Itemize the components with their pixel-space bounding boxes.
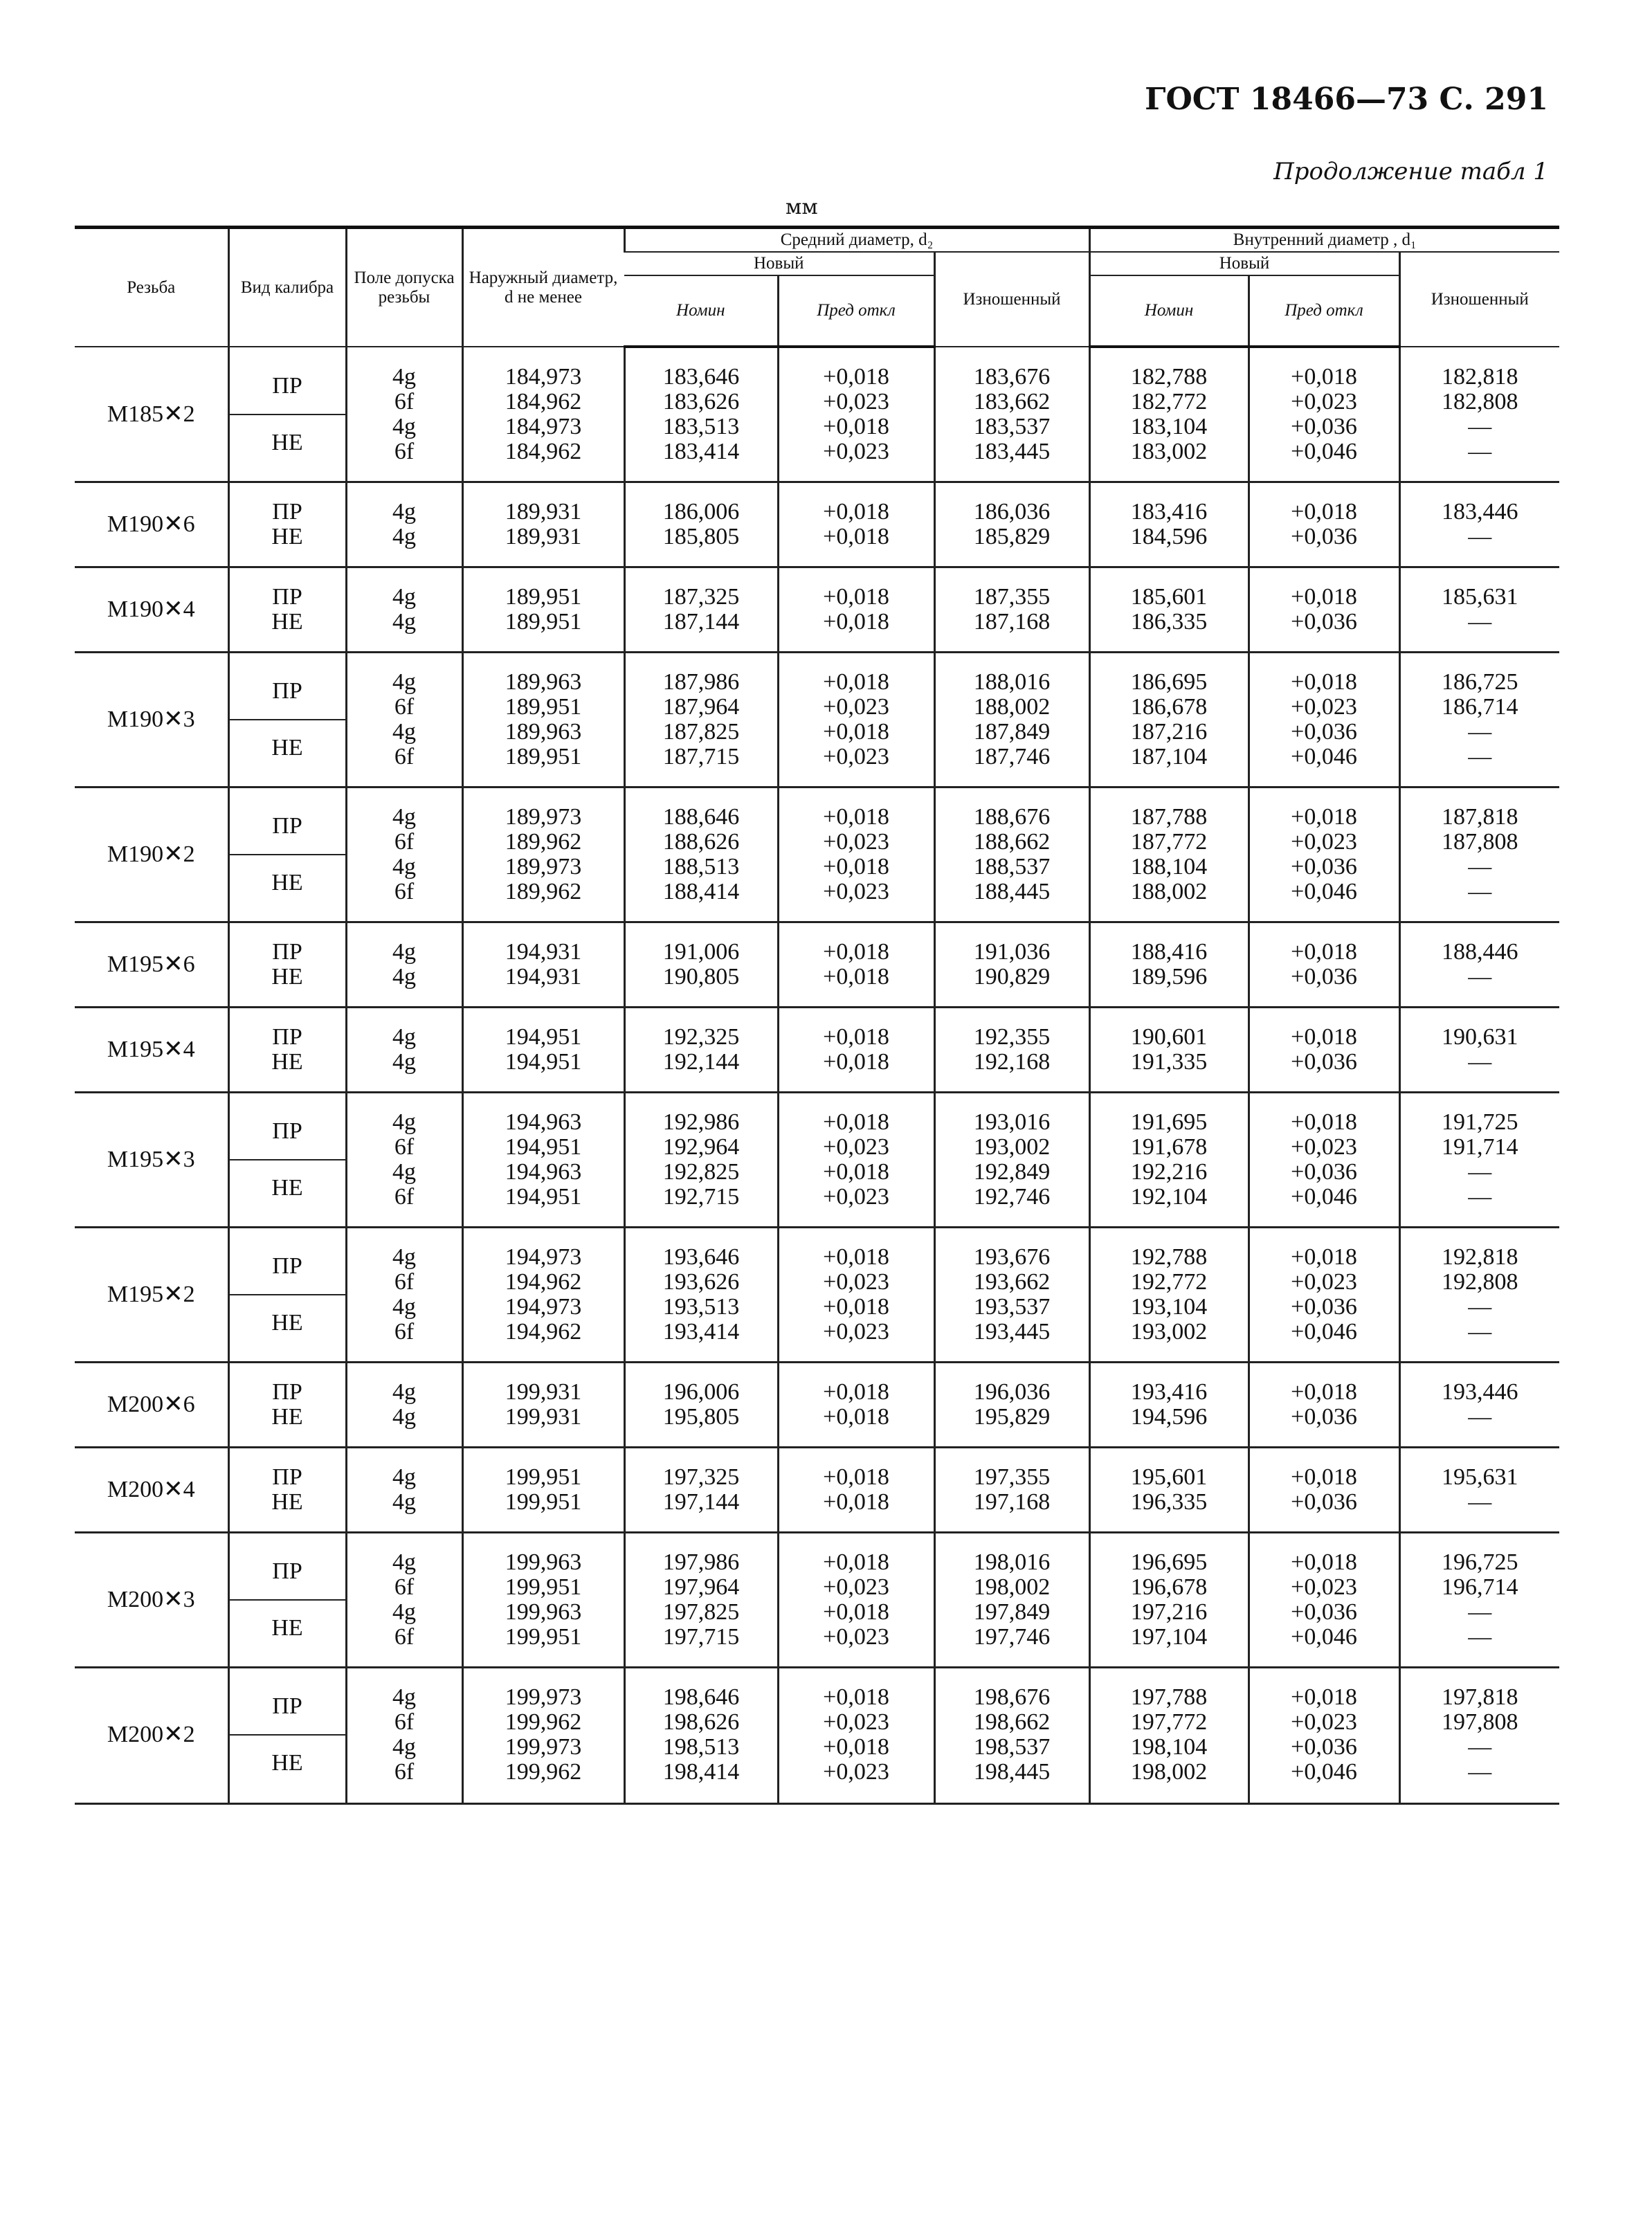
gauge-labels: ПР НЕ bbox=[271, 939, 303, 990]
inner-worn-cell: 185,631 — bbox=[1399, 567, 1559, 653]
pitch-nominal-cell: 197,986 197,964 197,825 197,715 bbox=[624, 1533, 778, 1668]
tolerance-cell: 4g 6f 4g 6f bbox=[346, 1668, 462, 1804]
col-outer-diameter-header: Наружный диаметр, d не менее bbox=[462, 228, 624, 347]
outer-diameter-cell: 194,973 194,962 194,973 194,962 bbox=[462, 1228, 624, 1363]
table-continuation-label: Продолжение табл 1 bbox=[1273, 158, 1548, 185]
gauge-type-cell bbox=[228, 347, 346, 482]
inner-nominal-cell: 192,788 192,772 193,104 193,002 bbox=[1089, 1228, 1249, 1363]
table-row bbox=[75, 787, 1559, 922]
tolerance-cell: 4g 4g bbox=[346, 1363, 462, 1448]
inner-deviation-header: Пред откл bbox=[1249, 275, 1399, 347]
pitch-deviation-cell: +0,018 +0,018 bbox=[778, 567, 934, 653]
outer-diameter-cell: 194,931 194,931 bbox=[462, 922, 624, 1008]
outer-diameter-cell: 189,963 189,951 189,963 189,951 bbox=[462, 653, 624, 787]
pitch-deviation-cell: +0,018 +0,023 +0,018 +0,023 bbox=[778, 787, 934, 922]
pitch-worn-cell: 198,016 198,002 197,849 197,746 bbox=[934, 1533, 1089, 1668]
pitch-nominal-cell: 193,646 193,626 193,513 193,414 bbox=[624, 1228, 778, 1363]
gauge-type-cell bbox=[228, 567, 346, 653]
table-body bbox=[75, 347, 1559, 1804]
tolerance-cell: 4g 6f 4g 6f bbox=[346, 653, 462, 787]
gauge-type-cell bbox=[228, 482, 346, 567]
pitch-worn-header: Изношенный bbox=[934, 252, 1089, 347]
thread-cell: М195✕4 bbox=[75, 1008, 228, 1093]
inner-worn-cell: 183,446 — bbox=[1399, 482, 1559, 567]
thread-cell: М190✕3 bbox=[75, 653, 228, 787]
inner-deviation-cell: +0,018 +0,023 +0,036 +0,046 bbox=[1249, 1533, 1399, 1668]
gauge-nogo-label: НЕ bbox=[271, 870, 303, 895]
table-header bbox=[75, 228, 1559, 347]
thread-cell: М190✕6 bbox=[75, 482, 228, 567]
pitch-worn-cell: 196,036 195,829 bbox=[934, 1363, 1089, 1448]
thread-cell: М195✕3 bbox=[75, 1093, 228, 1228]
gauge-nogo-label: НЕ bbox=[271, 1615, 303, 1641]
pitch-worn-cell: 193,676 193,662 193,537 193,445 bbox=[934, 1228, 1089, 1363]
gauge-go-label: ПР bbox=[230, 1254, 345, 1295]
outer-diameter-cell: 184,973 184,962 184,973 184,962 bbox=[462, 347, 624, 482]
gauge-go-label: ПР bbox=[230, 814, 345, 855]
table-row bbox=[75, 1093, 1559, 1228]
pitch-nominal-cell: 187,986 187,964 187,825 187,715 bbox=[624, 653, 778, 787]
pitch-worn-cell: 188,016 188,002 187,849 187,746 bbox=[934, 653, 1089, 787]
tolerance-cell: 4g 6f 4g 6f bbox=[346, 347, 462, 482]
gauge-nogo-label: НЕ bbox=[271, 735, 303, 761]
inner-deviation-cell: +0,018 +0,023 +0,036 +0,046 bbox=[1249, 1668, 1399, 1804]
pitch-deviation-cell: +0,018 +0,023 +0,018 +0,023 bbox=[778, 653, 934, 787]
pitch-worn-cell: 188,676 188,662 188,537 188,445 bbox=[934, 787, 1089, 922]
inner-worn-cell: 192,818 192,808 — — bbox=[1399, 1228, 1559, 1363]
gauge-type-cell bbox=[228, 1363, 346, 1448]
inner-nominal-cell: 196,695 196,678 197,216 197,104 bbox=[1089, 1533, 1249, 1668]
pitch-nominal-cell: 191,006 190,805 bbox=[624, 922, 778, 1008]
gauge-type-cell bbox=[228, 922, 346, 1008]
inner-worn-cell: 196,725 196,714 — — bbox=[1399, 1533, 1559, 1668]
inner-nominal-cell: 186,695 186,678 187,216 187,104 bbox=[1089, 653, 1249, 787]
inner-nominal-cell: 197,788 197,772 198,104 198,002 bbox=[1089, 1668, 1249, 1804]
table-row bbox=[75, 1363, 1559, 1448]
inner-nominal-cell: 193,416 194,596 bbox=[1089, 1363, 1249, 1448]
col-pitch-diameter-header: Средний диаметр, d₂ bbox=[624, 228, 1089, 253]
inner-deviation-cell: +0,018 +0,023 +0,036 +0,046 bbox=[1249, 787, 1399, 922]
page-header: ГОСТ 18466—73 С. 291 bbox=[1145, 82, 1548, 117]
thread-gauge-table bbox=[75, 226, 1559, 1805]
pitch-nominal-cell: 198,646 198,626 198,513 198,414 bbox=[624, 1668, 778, 1804]
table-row bbox=[75, 922, 1559, 1008]
outer-diameter-cell: 199,973 199,962 199,973 199,962 bbox=[462, 1668, 624, 1804]
gauge-nogo-label: НЕ bbox=[271, 1310, 303, 1336]
pitch-deviation-cell: +0,018 +0,023 +0,018 +0,023 bbox=[778, 347, 934, 482]
thread-cell: М200✕3 bbox=[75, 1533, 228, 1668]
inner-worn-cell: 197,818 197,808 — — bbox=[1399, 1668, 1559, 1804]
inner-worn-cell: 195,631 — bbox=[1399, 1448, 1559, 1533]
gauge-type-cell bbox=[228, 787, 346, 922]
inner-deviation-cell: +0,018 +0,023 +0,036 +0,046 bbox=[1249, 1228, 1399, 1363]
inner-deviation-cell: +0,018 +0,036 bbox=[1249, 922, 1399, 1008]
pitch-worn-cell: 191,036 190,829 bbox=[934, 922, 1089, 1008]
col-tolerance-header: Поле допуска резьбы bbox=[346, 228, 462, 347]
outer-diameter-cell: 189,951 189,951 bbox=[462, 567, 624, 653]
tolerance-cell: 4g 4g bbox=[346, 922, 462, 1008]
pitch-deviation-cell: +0,018 +0,018 bbox=[778, 922, 934, 1008]
pitch-worn-cell: 186,036 185,829 bbox=[934, 482, 1089, 567]
thread-cell: М190✕2 bbox=[75, 787, 228, 922]
pitch-deviation-cell: +0,018 +0,023 +0,018 +0,023 bbox=[778, 1668, 934, 1804]
inner-new-header: Новый bbox=[1089, 252, 1399, 275]
inner-deviation-cell: +0,018 +0,023 +0,036 +0,046 bbox=[1249, 347, 1399, 482]
inner-nominal-cell: 183,416 184,596 bbox=[1089, 482, 1249, 567]
pitch-nominal-header: Номин bbox=[624, 275, 778, 347]
inner-deviation-cell: +0,018 +0,036 bbox=[1249, 1363, 1399, 1448]
gauge-type-cell bbox=[228, 1228, 346, 1363]
gauge-labels: ПР НЕ bbox=[271, 1379, 303, 1430]
gauge-go-label: ПР bbox=[230, 1694, 345, 1736]
inner-worn-cell: 188,446 — bbox=[1399, 922, 1559, 1008]
inner-worn-cell: 191,725 191,714 — — bbox=[1399, 1093, 1559, 1228]
gauge-type-cell bbox=[228, 1448, 346, 1533]
col-inner-diameter-header: Внутренний диаметр , d₁ bbox=[1089, 228, 1559, 253]
thread-cell: М185✕2 bbox=[75, 347, 228, 482]
thread-cell: М190✕4 bbox=[75, 567, 228, 653]
pitch-nominal-cell: 197,325 197,144 bbox=[624, 1448, 778, 1533]
tolerance-cell: 4g 6f 4g 6f bbox=[346, 1093, 462, 1228]
pitch-deviation-cell: +0,018 +0,023 +0,018 +0,023 bbox=[778, 1093, 934, 1228]
gauge-labels: ПР НЕ bbox=[271, 499, 303, 549]
thread-cell: М200✕4 bbox=[75, 1448, 228, 1533]
pitch-nominal-cell: 192,986 192,964 192,825 192,715 bbox=[624, 1093, 778, 1228]
gauge-nogo-label: НЕ bbox=[271, 1750, 303, 1776]
inner-worn-cell: 193,446 — bbox=[1399, 1363, 1559, 1448]
pitch-worn-cell: 187,355 187,168 bbox=[934, 567, 1089, 653]
gauge-go-label: ПР bbox=[230, 374, 345, 415]
inner-worn-header: Изношенный bbox=[1399, 252, 1559, 347]
tolerance-cell: 4g 4g bbox=[346, 1448, 462, 1533]
pitch-new-header: Новый bbox=[624, 252, 934, 275]
pitch-nominal-cell: 187,325 187,144 bbox=[624, 567, 778, 653]
pitch-deviation-cell: +0,018 +0,018 bbox=[778, 1363, 934, 1448]
table-row bbox=[75, 347, 1559, 482]
pitch-deviation-cell: +0,018 +0,018 bbox=[778, 1008, 934, 1093]
pitch-worn-cell: 183,676 183,662 183,537 183,445 bbox=[934, 347, 1089, 482]
inner-deviation-cell: +0,018 +0,036 bbox=[1249, 482, 1399, 567]
gauge-type-cell bbox=[228, 1533, 346, 1668]
outer-diameter-cell: 199,951 199,951 bbox=[462, 1448, 624, 1533]
gauge-labels: ПР НЕ bbox=[271, 1024, 303, 1075]
gauge-type-cell bbox=[228, 1008, 346, 1093]
pitch-worn-cell: 197,355 197,168 bbox=[934, 1448, 1089, 1533]
gauge-go-label: ПР bbox=[230, 679, 345, 720]
gauge-nogo-label: НЕ bbox=[271, 429, 303, 455]
gauge-labels: ПР НЕ bbox=[271, 1464, 303, 1515]
pitch-worn-cell: 198,676 198,662 198,537 198,445 bbox=[934, 1668, 1089, 1804]
inner-nominal-cell: 185,601 186,335 bbox=[1089, 567, 1249, 653]
tolerance-cell: 4g 4g bbox=[346, 482, 462, 567]
inner-worn-cell: 187,818 187,808 — — bbox=[1399, 787, 1559, 922]
table-row bbox=[75, 1008, 1559, 1093]
table-row bbox=[75, 1668, 1559, 1804]
pitch-nominal-cell: 186,006 185,805 bbox=[624, 482, 778, 567]
outer-diameter-cell: 199,963 199,951 199,963 199,951 bbox=[462, 1533, 624, 1668]
pitch-deviation-header: Пред откл bbox=[778, 275, 934, 347]
inner-nominal-cell: 187,788 187,772 188,104 188,002 bbox=[1089, 787, 1249, 922]
inner-nominal-cell: 182,788 182,772 183,104 183,002 bbox=[1089, 347, 1249, 482]
inner-worn-cell: 190,631 — bbox=[1399, 1008, 1559, 1093]
inner-worn-cell: 186,725 186,714 — — bbox=[1399, 653, 1559, 787]
inner-nominal-cell: 188,416 189,596 bbox=[1089, 922, 1249, 1008]
outer-diameter-cell: 194,951 194,951 bbox=[462, 1008, 624, 1093]
inner-deviation-cell: +0,018 +0,023 +0,036 +0,046 bbox=[1249, 653, 1399, 787]
pitch-nominal-cell: 196,006 195,805 bbox=[624, 1363, 778, 1448]
gauge-type-cell bbox=[228, 1668, 346, 1804]
table-row bbox=[75, 653, 1559, 787]
table-row bbox=[75, 1448, 1559, 1533]
table-row bbox=[75, 567, 1559, 653]
inner-deviation-cell: +0,018 +0,036 bbox=[1249, 567, 1399, 653]
tolerance-cell: 4g 4g bbox=[346, 567, 462, 653]
pitch-deviation-cell: +0,018 +0,023 +0,018 +0,023 bbox=[778, 1533, 934, 1668]
pitch-nominal-cell: 183,646 183,626 183,513 183,414 bbox=[624, 347, 778, 482]
tolerance-cell: 4g 6f 4g 6f bbox=[346, 1228, 462, 1363]
col-thread-header: Резьба bbox=[75, 228, 228, 347]
col-gauge-type-header: Вид калибра bbox=[228, 228, 346, 347]
inner-nominal-cell: 190,601 191,335 bbox=[1089, 1008, 1249, 1093]
pitch-deviation-cell: +0,018 +0,018 bbox=[778, 482, 934, 567]
unit-label: мм bbox=[786, 195, 818, 219]
gauge-go-label: ПР bbox=[230, 1559, 345, 1601]
gauge-labels: ПР НЕ bbox=[271, 584, 303, 635]
inner-nominal-cell: 191,695 191,678 192,216 192,104 bbox=[1089, 1093, 1249, 1228]
inner-nominal-header: Номин bbox=[1089, 275, 1249, 347]
inner-deviation-cell: +0,018 +0,023 +0,036 +0,046 bbox=[1249, 1093, 1399, 1228]
gauge-type-cell bbox=[228, 653, 346, 787]
table-row bbox=[75, 1228, 1559, 1363]
inner-deviation-cell: +0,018 +0,036 bbox=[1249, 1008, 1399, 1093]
gauge-nogo-label: НЕ bbox=[271, 1175, 303, 1201]
inner-worn-cell: 182,818 182,808 — — bbox=[1399, 347, 1559, 482]
thread-cell: М200✕2 bbox=[75, 1668, 228, 1804]
table-row bbox=[75, 482, 1559, 567]
pitch-deviation-cell: +0,018 +0,023 +0,018 +0,023 bbox=[778, 1228, 934, 1363]
thread-cell: М195✕2 bbox=[75, 1228, 228, 1363]
pitch-worn-cell: 192,355 192,168 bbox=[934, 1008, 1089, 1093]
gauge-type-cell bbox=[228, 1093, 346, 1228]
inner-nominal-cell: 195,601 196,335 bbox=[1089, 1448, 1249, 1533]
tolerance-cell: 4g 6f 4g 6f bbox=[346, 1533, 462, 1668]
outer-diameter-cell: 194,963 194,951 194,963 194,951 bbox=[462, 1093, 624, 1228]
gauge-go-label: ПР bbox=[230, 1119, 345, 1160]
pitch-deviation-cell: +0,018 +0,018 bbox=[778, 1448, 934, 1533]
pitch-nominal-cell: 192,325 192,144 bbox=[624, 1008, 778, 1093]
pitch-worn-cell: 193,016 193,002 192,849 192,746 bbox=[934, 1093, 1089, 1228]
table-row bbox=[75, 1533, 1559, 1668]
pitch-nominal-cell: 188,646 188,626 188,513 188,414 bbox=[624, 787, 778, 922]
tolerance-cell: 4g 4g bbox=[346, 1008, 462, 1093]
tolerance-cell: 4g 6f 4g 6f bbox=[346, 787, 462, 922]
outer-diameter-cell: 189,931 189,931 bbox=[462, 482, 624, 567]
thread-cell: М195✕6 bbox=[75, 922, 228, 1008]
outer-diameter-cell: 189,973 189,962 189,973 189,962 bbox=[462, 787, 624, 922]
thread-cell: М200✕6 bbox=[75, 1363, 228, 1448]
inner-deviation-cell: +0,018 +0,036 bbox=[1249, 1448, 1399, 1533]
outer-diameter-cell: 199,931 199,931 bbox=[462, 1363, 624, 1448]
